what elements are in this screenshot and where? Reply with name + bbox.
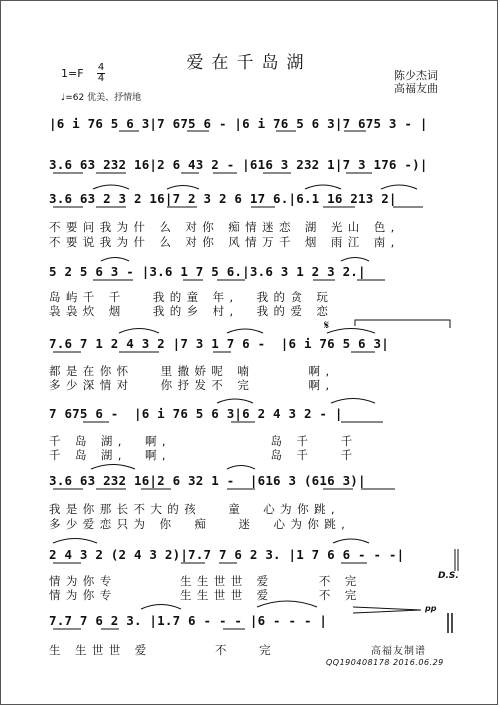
lyrics-line-6a: 千 岛 湖, 啊, 岛 千 千	[49, 434, 358, 448]
lyrics-line-5a: 都是在你怀 里撒娇呢 喃 啊,	[49, 364, 335, 378]
notes-line-6: 7 675 6 - |6 i 76 5 6 3|6 2 4 3 2 - |	[49, 406, 343, 421]
notes-line-1: |6 i 76 5 6 3|7 675 6 - |6 i 76 5 6 3|7 675 3 - |	[49, 116, 428, 131]
lyrics-line-7a: 我是你那长不大的孩 童 心为你跳,	[49, 502, 340, 516]
final-barline-end	[448, 613, 452, 633]
lyrics-line-4a: 岛屿千 千 我的童 年, 我的贪 玩	[49, 290, 334, 304]
slur	[91, 465, 255, 470]
slur	[141, 601, 317, 609]
composer: 高福友曲	[394, 82, 438, 95]
lyrics-line-6b: 千 岛 湖, 啊, 岛 千 千	[49, 448, 358, 462]
final-barline	[455, 549, 458, 571]
key-signature: 1=F	[61, 67, 84, 80]
decrescendo-hairpin	[353, 607, 421, 613]
contact-date: QQ190408178 2016.06.29	[326, 658, 444, 667]
notes-line-8: 2 4 3 2 (2 4 3 2)|7.7 7 6 2 3. |1 7 6 6 - - -|	[49, 547, 405, 562]
lyrics-line-4b: 袅袅炊 烟 我的乡 村, 我的爱 恋	[49, 304, 334, 318]
notes-line-7: 3.6 63 232 16|2 6 32 1 - |616 3 (616 3)|	[49, 473, 366, 488]
slur	[53, 539, 369, 544]
slur	[93, 185, 417, 189]
notes-line-9: 7.7 7 6 2 3. |1.7 6 - - - |6 - - - |	[49, 613, 328, 628]
volta-bracket	[355, 320, 450, 328]
tempo-marking: ♩=62 优美、抒情地	[61, 93, 142, 103]
notes-line-2: 3.6 63 232 16|2 6 43 2 - |616 3 232 1|7 3 176 -)|	[49, 157, 428, 172]
meter-top: 4	[97, 62, 105, 73]
transcriber: 高福友制谱	[371, 646, 426, 657]
lyrics-line-5b: 多少深情对 你抒发不 完 啊,	[49, 378, 335, 392]
slur	[217, 399, 375, 404]
lyrics-line-9a: 生 生世世 爱 不 完	[49, 643, 276, 657]
notes-line-3: 3.6 63 2 3 2 16|7 2 3 2 6 17 6.|6.1 16 213 2|	[49, 191, 397, 206]
notation-decorations	[1, 1, 499, 706]
lyricist: 陈少杰词	[394, 69, 438, 82]
lyrics-line-3a: 不要问我为什 么 对你 痴情迷恋 湖 光山 色,	[49, 220, 400, 234]
meter-bottom: 4	[97, 73, 105, 84]
notes-line-5: 7.6 7 1 2 4 3 2 |7 3 1 7 6 - |6 i 76 5 6 3|	[49, 336, 389, 351]
lyrics-line-7b: 多少爱恋只为 你 痴 迷 心为你跳,	[49, 517, 351, 531]
ds-mark: D.S.	[438, 571, 459, 581]
lyrics-line-3b: 不要说我为什 么 对你 风情万千 烟 雨江 南,	[49, 235, 400, 249]
slur	[119, 329, 375, 334]
slur	[101, 258, 369, 262]
notes-line-4: 5 2 5 6 3 - |3.6 1 7 5 6.|3.6 3 1 2 3 2.|	[49, 264, 366, 279]
lyrics-line-8a: 情为你专 生生世世 爱 不 完	[49, 574, 362, 588]
segno-sign: 𝄋	[324, 318, 330, 332]
song-title: 爱在千岛湖	[186, 53, 312, 73]
dynamic-pp: pp	[425, 604, 437, 613]
lyrics-line-8b: 情为你专 生生世世 爱 不 完	[49, 588, 362, 602]
